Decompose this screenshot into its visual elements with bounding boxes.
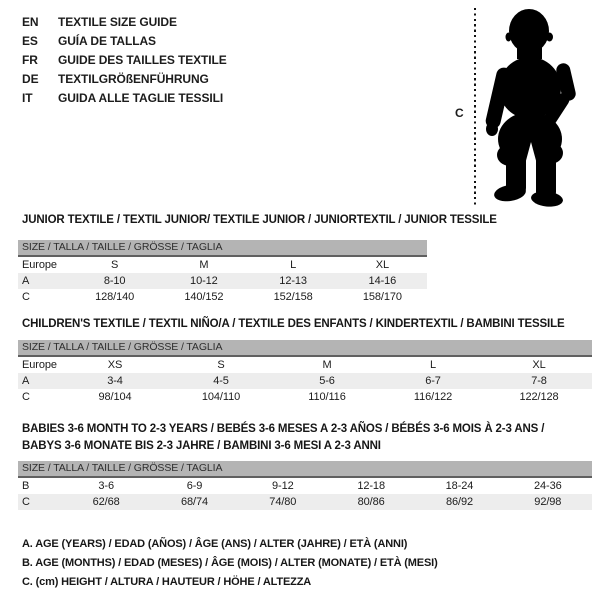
language-label: GUIDA ALLE TAGLIE TESSILI [58, 91, 224, 105]
size-cell: 104/110 [201, 391, 241, 403]
row-label-cell: A [22, 375, 30, 387]
size-cell: M [322, 359, 332, 371]
size-cell: 6-9 [186, 480, 203, 492]
size-cell: 10-12 [190, 275, 218, 287]
size-cell: 98/104 [98, 391, 132, 403]
table-row [18, 478, 592, 494]
row-label-cell: A [22, 275, 30, 287]
row-label-cell: C [22, 391, 30, 403]
size-cell: 12-13 [279, 275, 307, 287]
note-line: B. AGE (MONTHS) / EDAD (MESES) / ÂGE (MOIS) / ALTER (MONATE) / ETÀ (MESI) [22, 556, 438, 569]
language-label: GUIDE DES TAILLES TEXTILE [58, 53, 227, 67]
size-cell: M [199, 259, 209, 271]
language-row [22, 70, 227, 89]
size-table-babies [18, 461, 592, 510]
size-cell: 8-10 [103, 275, 126, 287]
table-row [18, 273, 427, 289]
size-cell: 110/116 [308, 391, 346, 403]
size-cell: 74/80 [269, 496, 297, 508]
height-dashed-line-icon [474, 8, 476, 206]
language-label: GUÍA DE TALLAS [58, 34, 156, 48]
size-cell: S [111, 259, 119, 271]
note-line: A. AGE (YEARS) / EDAD (AÑOS) / ÂGE (ANS) / ALTER (JAHRE) / ETÀ (ANNI) [22, 538, 408, 550]
size-cell: 5-6 [319, 375, 335, 387]
size-cell: 12-18 [357, 480, 385, 492]
size-cell: 3-4 [107, 375, 123, 387]
size-cell: L [429, 359, 437, 371]
table-row [18, 494, 592, 510]
language-row [22, 51, 227, 70]
note-line: C. (cm) HEIGHT / ALTURA / HAUTEUR / HÖHE / ALTEZZA [22, 575, 312, 588]
row-label-cell: Europe [22, 259, 57, 271]
size-cell: 62/68 [92, 496, 120, 508]
size-cell: 9-12 [272, 480, 294, 492]
babies-size-grid [18, 478, 592, 510]
size-cell: 122/128 [519, 391, 559, 403]
size-cell: 152/158 [273, 291, 313, 303]
junior-size-grid [18, 257, 427, 305]
table-title-children: CHILDREN'S TEXTILE / TEXTIL NIÑO/A / TEXTILE DES ENFANTS / KINDERTEXTIL / BAMBINI TESSILE [22, 318, 565, 330]
row-label-cell: Europe [22, 359, 57, 371]
table-row [18, 289, 427, 305]
size-cell: 140/152 [184, 291, 224, 303]
size-header-bar: SIZE / TALLA / TAILLE / GRÖSSE / TAGLIA [18, 340, 592, 357]
size-cell: 128/140 [95, 291, 135, 303]
table-row [18, 373, 592, 389]
size-table-junior [18, 240, 427, 305]
size-cell: 80/86 [357, 496, 385, 508]
row-label-cell: B [22, 480, 30, 492]
language-code: DE [22, 72, 39, 86]
baby-silhouette-icon [483, 5, 593, 207]
table-row [18, 389, 592, 405]
size-cell: 24-36 [534, 480, 562, 492]
size-cell: XL [532, 359, 546, 371]
language-row [22, 13, 227, 32]
size-cell: 18-24 [445, 480, 474, 492]
size-header-bar: SIZE / TALLA / TAILLE / GRÖSSE / TAGLIA [18, 240, 427, 257]
table-title-line: BABIES 3-6 MONTH TO 2-3 YEARS / BEBÉS 3-6 MESES A 2-3 AÑOS / BÉBÉS 3-6 MOIS À 2-3 ANS / [22, 423, 545, 435]
language-row [22, 89, 227, 108]
language-code: EN [22, 15, 39, 29]
language-row [22, 32, 227, 51]
language-label: TEXTILE SIZE GUIDE [58, 15, 177, 29]
size-table-children [18, 340, 592, 405]
table-title-junior: JUNIOR TEXTILE / TEXTIL JUNIOR/ TEXTILE JUNIOR / JUNIORTEXTIL / JUNIOR TESSILE [22, 214, 497, 226]
size-cell: 14-16 [368, 275, 397, 287]
size-cell: 3-6 [98, 480, 114, 492]
language-code: IT [22, 91, 33, 105]
row-label-cell: C [22, 291, 30, 303]
size-cell: 68/74 [180, 496, 208, 508]
table-title-babies [22, 421, 544, 455]
table-row [18, 357, 592, 373]
size-header-bar: SIZE / TALLA / TAILLE / GRÖSSE / TAGLIA [18, 461, 592, 478]
language-code: FR [22, 53, 38, 67]
size-cell: XL [375, 259, 389, 271]
language-code: ES [22, 34, 38, 48]
size-cell: 158/170 [362, 291, 402, 303]
size-cell: XS [107, 359, 123, 371]
table-row [18, 257, 427, 273]
size-cell: 116/122 [413, 391, 453, 403]
language-list [22, 13, 227, 108]
height-measure-label: C [455, 106, 464, 120]
size-cell: S [217, 359, 225, 371]
size-cell: 7-8 [531, 375, 547, 387]
size-cell: 4-5 [213, 375, 229, 387]
size-cell: L [290, 259, 297, 271]
size-cell: 6-7 [425, 375, 441, 387]
size-cell: 86/92 [445, 496, 473, 508]
legend-notes [22, 535, 438, 591]
table-title-line: BABYS 3-6 MONATE BIS 2-3 JAHRE / BAMBINI 3-6 MESI A 2-3 ANNI [22, 440, 381, 452]
size-cell: 92/98 [534, 496, 562, 508]
children-size-grid [18, 357, 592, 405]
language-label: TEXTILGRÖßENFÜHRUNG [58, 72, 209, 86]
row-label-cell: C [22, 496, 30, 508]
